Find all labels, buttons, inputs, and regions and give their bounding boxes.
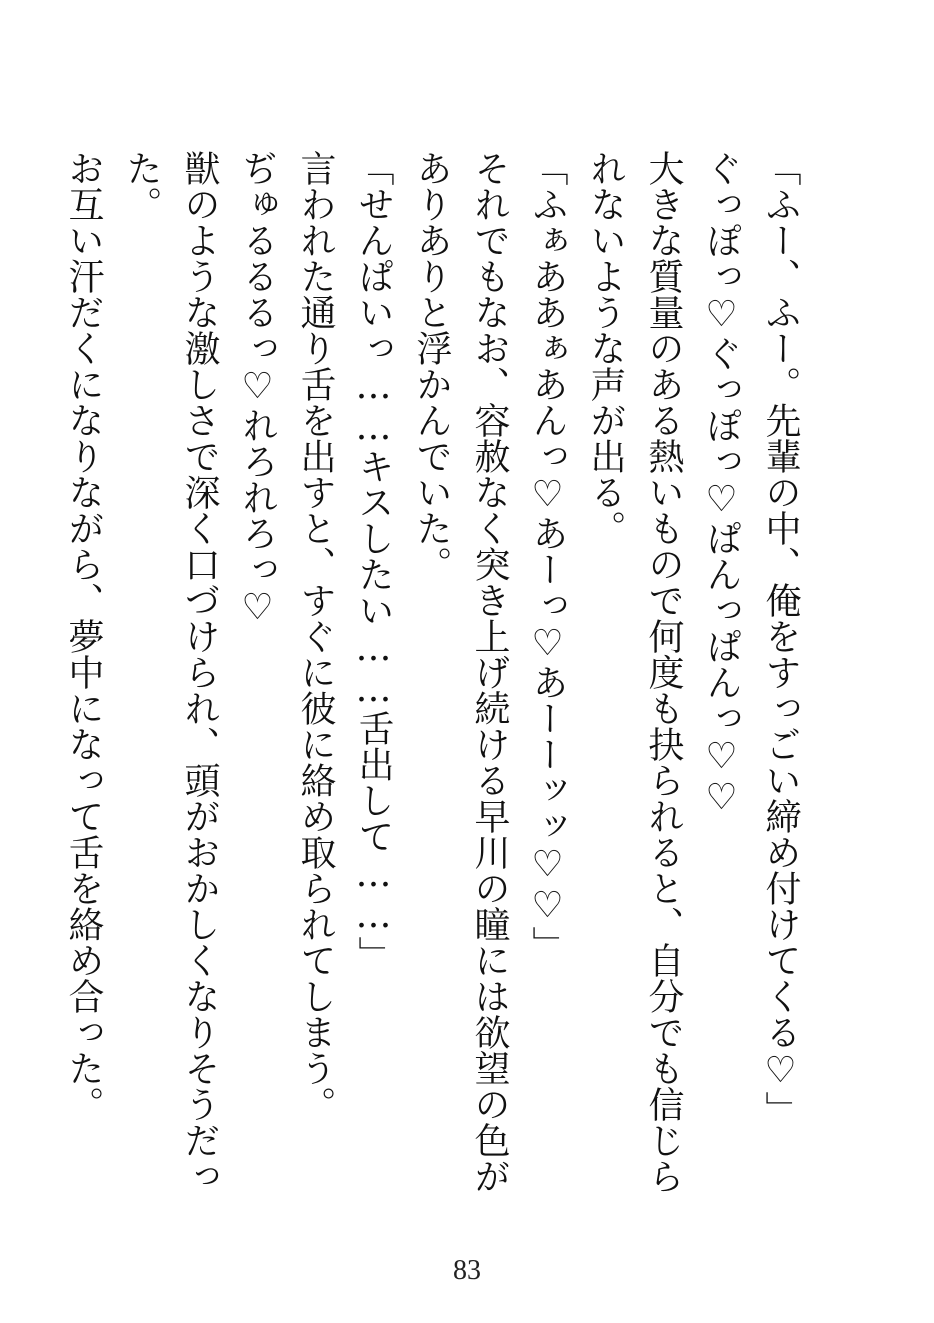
- text-line: それでもなお、容赦なく突き上げ続ける早川の瞳には欲望の色が: [469, 150, 510, 1194]
- text-line: お互い汗だくになりながら、夢中になって舌を絡め合った。: [63, 150, 104, 1122]
- text-line: た。: [121, 150, 162, 222]
- text-line: 言われた通り舌を出すと、すぐに彼に絡め取られてしまう。: [295, 150, 336, 1122]
- text-line: 大きな質量のある熱いもので何度も抉られると、自分でも信じら: [643, 150, 684, 1194]
- text-line: れないような声が出る。: [585, 150, 626, 546]
- text-line: 獣のような激しさで深く口づけられ、頭がおかしくなりそうだっ: [179, 150, 220, 1194]
- text-line: ありありと浮かんでいた。: [411, 150, 452, 582]
- text-line: 「ふぁああぁあんっ♡あーっ♡あーーッッ♡♡」: [527, 150, 568, 962]
- text-line: 「せんぱいっ……キスしたい……舌出して……」: [353, 150, 394, 972]
- text-line: 「ふー、ふー。先輩の中、俺をすっごい締め付けてくる♡」: [760, 150, 801, 1127]
- text-line: ぐっぽっ♡ぐっぽっ♡ぱんっぱんっ♡♡: [701, 150, 742, 818]
- text-line: ぢゅるるるっ♡れろれろっ♡: [237, 150, 278, 628]
- page-number: 83: [453, 1255, 481, 1286]
